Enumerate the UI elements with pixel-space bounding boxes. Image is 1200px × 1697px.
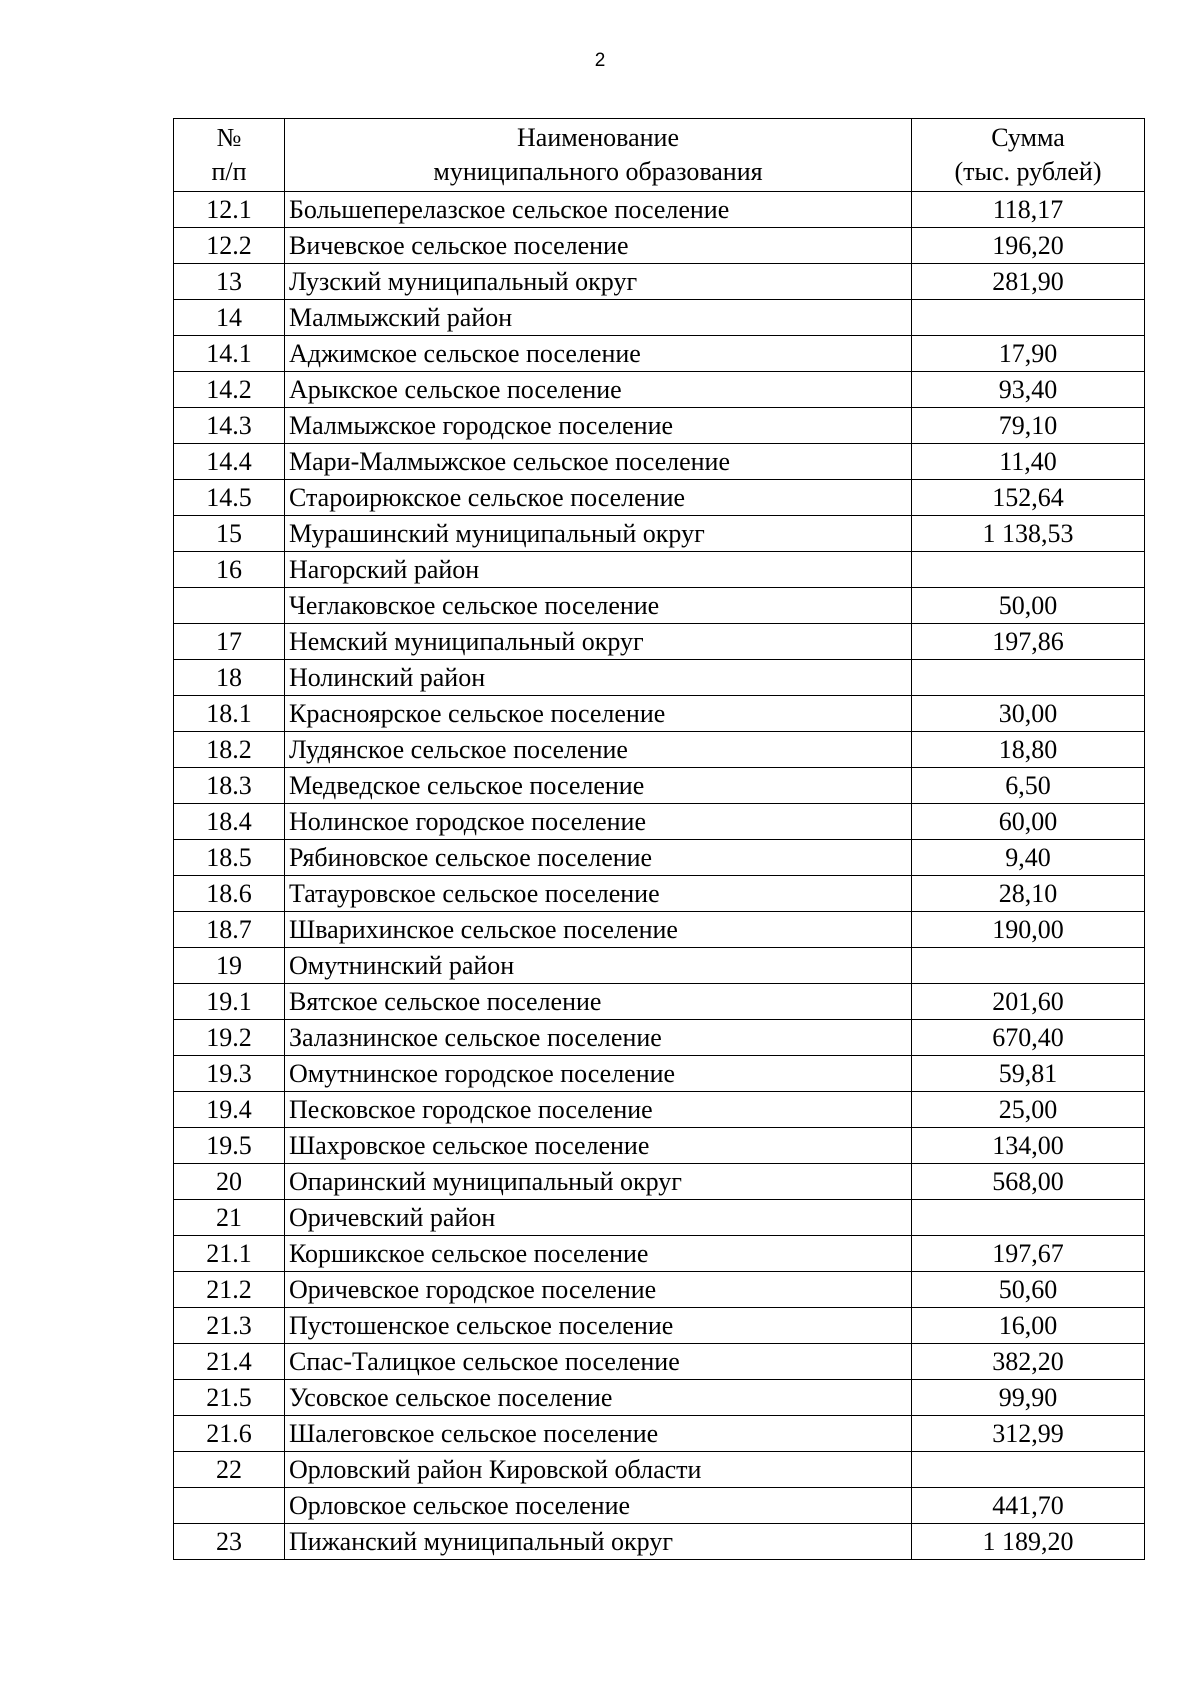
table-row: [174, 408, 1145, 444]
municipality-name-cell: Лузский муниципальный округ: [285, 264, 912, 300]
amount-cell: 118,17: [912, 192, 1145, 228]
row-number-cell: 18.1: [174, 696, 285, 732]
amount-cell: 281,90: [912, 264, 1145, 300]
table-row: [174, 372, 1145, 408]
municipality-name-cell: Чеглаковское сельское поселение: [285, 588, 912, 624]
header-sum: [912, 119, 1145, 192]
row-number-cell: 12.2: [174, 228, 285, 264]
table-row: [174, 1380, 1145, 1416]
table-row: [174, 696, 1145, 732]
table-row: [174, 1020, 1145, 1056]
amount-cell: [912, 552, 1145, 588]
municipality-name-cell: Шалеговское сельское поселение: [285, 1416, 912, 1452]
municipality-name-cell: Большеперелазское сельское поселение: [285, 192, 912, 228]
table-row: [174, 588, 1145, 624]
municipality-name-cell: Медведское сельское поселение: [285, 768, 912, 804]
municipality-name-cell: Рябиновское сельское поселение: [285, 840, 912, 876]
table-row: [174, 1056, 1145, 1092]
table-row: [174, 336, 1145, 372]
municipality-name-cell: Опаринский муниципальный округ: [285, 1164, 912, 1200]
municipality-name-cell: Спас-Талицкое сельское поселение: [285, 1344, 912, 1380]
amount-cell: [912, 660, 1145, 696]
table-row: [174, 732, 1145, 768]
municipality-name-cell: Омутнинское городское поселение: [285, 1056, 912, 1092]
table-row: [174, 912, 1145, 948]
table-row: [174, 264, 1145, 300]
municipality-name-cell: Нолинский район: [285, 660, 912, 696]
municipality-name-cell: Немский муниципальный округ: [285, 624, 912, 660]
municipality-name-cell: Татауровское сельское поселение: [285, 876, 912, 912]
amount-cell: 568,00: [912, 1164, 1145, 1200]
amount-cell: 50,00: [912, 588, 1145, 624]
municipality-name-cell: Малмыжский район: [285, 300, 912, 336]
municipality-name-cell: Песковское городское поселение: [285, 1092, 912, 1128]
table-row: [174, 1236, 1145, 1272]
municipality-name-cell: Залазнинское сельское поселение: [285, 1020, 912, 1056]
row-number-cell: 14.5: [174, 480, 285, 516]
amount-cell: 93,40: [912, 372, 1145, 408]
row-number-cell: 21.2: [174, 1272, 285, 1308]
amount-cell: 17,90: [912, 336, 1145, 372]
table-row: [174, 768, 1145, 804]
amount-cell: 134,00: [912, 1128, 1145, 1164]
municipality-name-cell: Староирюкское сельское поселение: [285, 480, 912, 516]
header-sum-line-1: Сумма: [991, 123, 1065, 152]
allocation-table: [173, 118, 1145, 1560]
header-name-line-1: Наименование: [517, 123, 679, 152]
header-name: [285, 119, 912, 192]
amount-cell: 79,10: [912, 408, 1145, 444]
amount-cell: 6,50: [912, 768, 1145, 804]
row-number-cell: 21.6: [174, 1416, 285, 1452]
row-number-cell: 18.6: [174, 876, 285, 912]
amount-cell: 99,90: [912, 1380, 1145, 1416]
table-row: [174, 624, 1145, 660]
page-number: 2: [594, 50, 606, 71]
row-number-cell: 19: [174, 948, 285, 984]
amount-cell: [912, 948, 1145, 984]
table-row: [174, 1200, 1145, 1236]
table-row: [174, 444, 1145, 480]
amount-cell: 18,80: [912, 732, 1145, 768]
municipality-name-cell: Пижанский муниципальный округ: [285, 1524, 912, 1560]
row-number-cell: 18.7: [174, 912, 285, 948]
amount-cell: 1 138,53: [912, 516, 1145, 552]
table-header-row: [174, 119, 1145, 192]
municipality-name-cell: Оричевский район: [285, 1200, 912, 1236]
table-row: [174, 1524, 1145, 1560]
table-row: [174, 480, 1145, 516]
amount-cell: 670,40: [912, 1020, 1145, 1056]
amount-cell: [912, 300, 1145, 336]
row-number-cell: [174, 588, 285, 624]
row-number-cell: 17: [174, 624, 285, 660]
amount-cell: 190,00: [912, 912, 1145, 948]
header-sum-line-2: (тыс. рублей): [954, 157, 1102, 186]
row-number-cell: 21.1: [174, 1236, 285, 1272]
row-number-cell: 14.4: [174, 444, 285, 480]
row-number-cell: 18: [174, 660, 285, 696]
municipality-name-cell: Омутнинский район: [285, 948, 912, 984]
amount-cell: 59,81: [912, 1056, 1145, 1092]
header-num-line-2: п/п: [211, 157, 247, 186]
table-row: [174, 300, 1145, 336]
row-number-cell: 19.5: [174, 1128, 285, 1164]
table-row: [174, 1488, 1145, 1524]
row-number-cell: 21.4: [174, 1344, 285, 1380]
table-row: [174, 1092, 1145, 1128]
municipality-name-cell: Оричевское городское поселение: [285, 1272, 912, 1308]
municipality-name-cell: Лудянское сельское поселение: [285, 732, 912, 768]
row-number-cell: 22: [174, 1452, 285, 1488]
amount-cell: [912, 1452, 1145, 1488]
table-row: [174, 948, 1145, 984]
municipality-name-cell: Вичевское сельское поселение: [285, 228, 912, 264]
amount-cell: 60,00: [912, 804, 1145, 840]
table-row: [174, 228, 1145, 264]
header-name-line-2: муниципального образования: [433, 157, 763, 186]
municipality-name-cell: Мари-Малмыжское сельское поселение: [285, 444, 912, 480]
row-number-cell: 14.2: [174, 372, 285, 408]
municipality-name-cell: Пустошенское сельское поселение: [285, 1308, 912, 1344]
table-row: [174, 876, 1145, 912]
row-number-cell: 16: [174, 552, 285, 588]
row-number-cell: 18.5: [174, 840, 285, 876]
row-number-cell: 14.3: [174, 408, 285, 444]
amount-cell: 11,40: [912, 444, 1145, 480]
amount-cell: 50,60: [912, 1272, 1145, 1308]
amount-cell: 196,20: [912, 228, 1145, 264]
amount-cell: 441,70: [912, 1488, 1145, 1524]
amount-cell: 312,99: [912, 1416, 1145, 1452]
municipality-name-cell: Красноярское сельское поселение: [285, 696, 912, 732]
table-row: [174, 984, 1145, 1020]
table-row: [174, 552, 1145, 588]
amount-cell: 197,67: [912, 1236, 1145, 1272]
amount-cell: 201,60: [912, 984, 1145, 1020]
municipality-name-cell: Вятское сельское поселение: [285, 984, 912, 1020]
row-number-cell: 19.3: [174, 1056, 285, 1092]
row-number-cell: 23: [174, 1524, 285, 1560]
table-row: [174, 1308, 1145, 1344]
table-row: [174, 516, 1145, 552]
table-body: [174, 192, 1145, 1560]
amount-cell: 30,00: [912, 696, 1145, 732]
row-number-cell: 21.5: [174, 1380, 285, 1416]
table-row: [174, 660, 1145, 696]
municipality-name-cell: Арыкское сельское поселение: [285, 372, 912, 408]
row-number-cell: 12.1: [174, 192, 285, 228]
amount-cell: 9,40: [912, 840, 1145, 876]
amount-cell: 197,86: [912, 624, 1145, 660]
municipality-name-cell: Малмыжское городское поселение: [285, 408, 912, 444]
municipality-name-cell: Шахровское сельское поселение: [285, 1128, 912, 1164]
municipality-name-cell: Шварихинское сельское поселение: [285, 912, 912, 948]
row-number-cell: 19.2: [174, 1020, 285, 1056]
row-number-cell: 14.1: [174, 336, 285, 372]
header-num: [174, 119, 285, 192]
municipality-name-cell: Усовское сельское поселение: [285, 1380, 912, 1416]
row-number-cell: 19.4: [174, 1092, 285, 1128]
row-number-cell: 21.3: [174, 1308, 285, 1344]
municipality-name-cell: Аджимское сельское поселение: [285, 336, 912, 372]
header-num-line-1: №: [216, 123, 242, 152]
table-row: [174, 1344, 1145, 1380]
table-row: [174, 1416, 1145, 1452]
municipality-name-cell: Нолинское городское поселение: [285, 804, 912, 840]
table-row: [174, 192, 1145, 228]
table-row: [174, 1128, 1145, 1164]
row-number-cell: 19.1: [174, 984, 285, 1020]
amount-cell: 152,64: [912, 480, 1145, 516]
row-number-cell: 20: [174, 1164, 285, 1200]
row-number-cell: [174, 1488, 285, 1524]
table-row: [174, 1452, 1145, 1488]
row-number-cell: 15: [174, 516, 285, 552]
row-number-cell: 21: [174, 1200, 285, 1236]
row-number-cell: 14: [174, 300, 285, 336]
row-number-cell: 18.3: [174, 768, 285, 804]
row-number-cell: 13: [174, 264, 285, 300]
municipality-name-cell: Орловский район Кировской области: [285, 1452, 912, 1488]
table-row: [174, 1164, 1145, 1200]
table-row: [174, 804, 1145, 840]
row-number-cell: 18.2: [174, 732, 285, 768]
row-number-cell: 18.4: [174, 804, 285, 840]
amount-cell: 25,00: [912, 1092, 1145, 1128]
table-row: [174, 840, 1145, 876]
municipality-name-cell: Орловское сельское поселение: [285, 1488, 912, 1524]
table-row: [174, 1272, 1145, 1308]
amount-cell: 382,20: [912, 1344, 1145, 1380]
municipality-name-cell: Коршикское сельское поселение: [285, 1236, 912, 1272]
amount-cell: 1 189,20: [912, 1524, 1145, 1560]
amount-cell: 28,10: [912, 876, 1145, 912]
amount-cell: 16,00: [912, 1308, 1145, 1344]
municipality-name-cell: Нагорский район: [285, 552, 912, 588]
amount-cell: [912, 1200, 1145, 1236]
municipality-name-cell: Мурашинский муниципальный округ: [285, 516, 912, 552]
